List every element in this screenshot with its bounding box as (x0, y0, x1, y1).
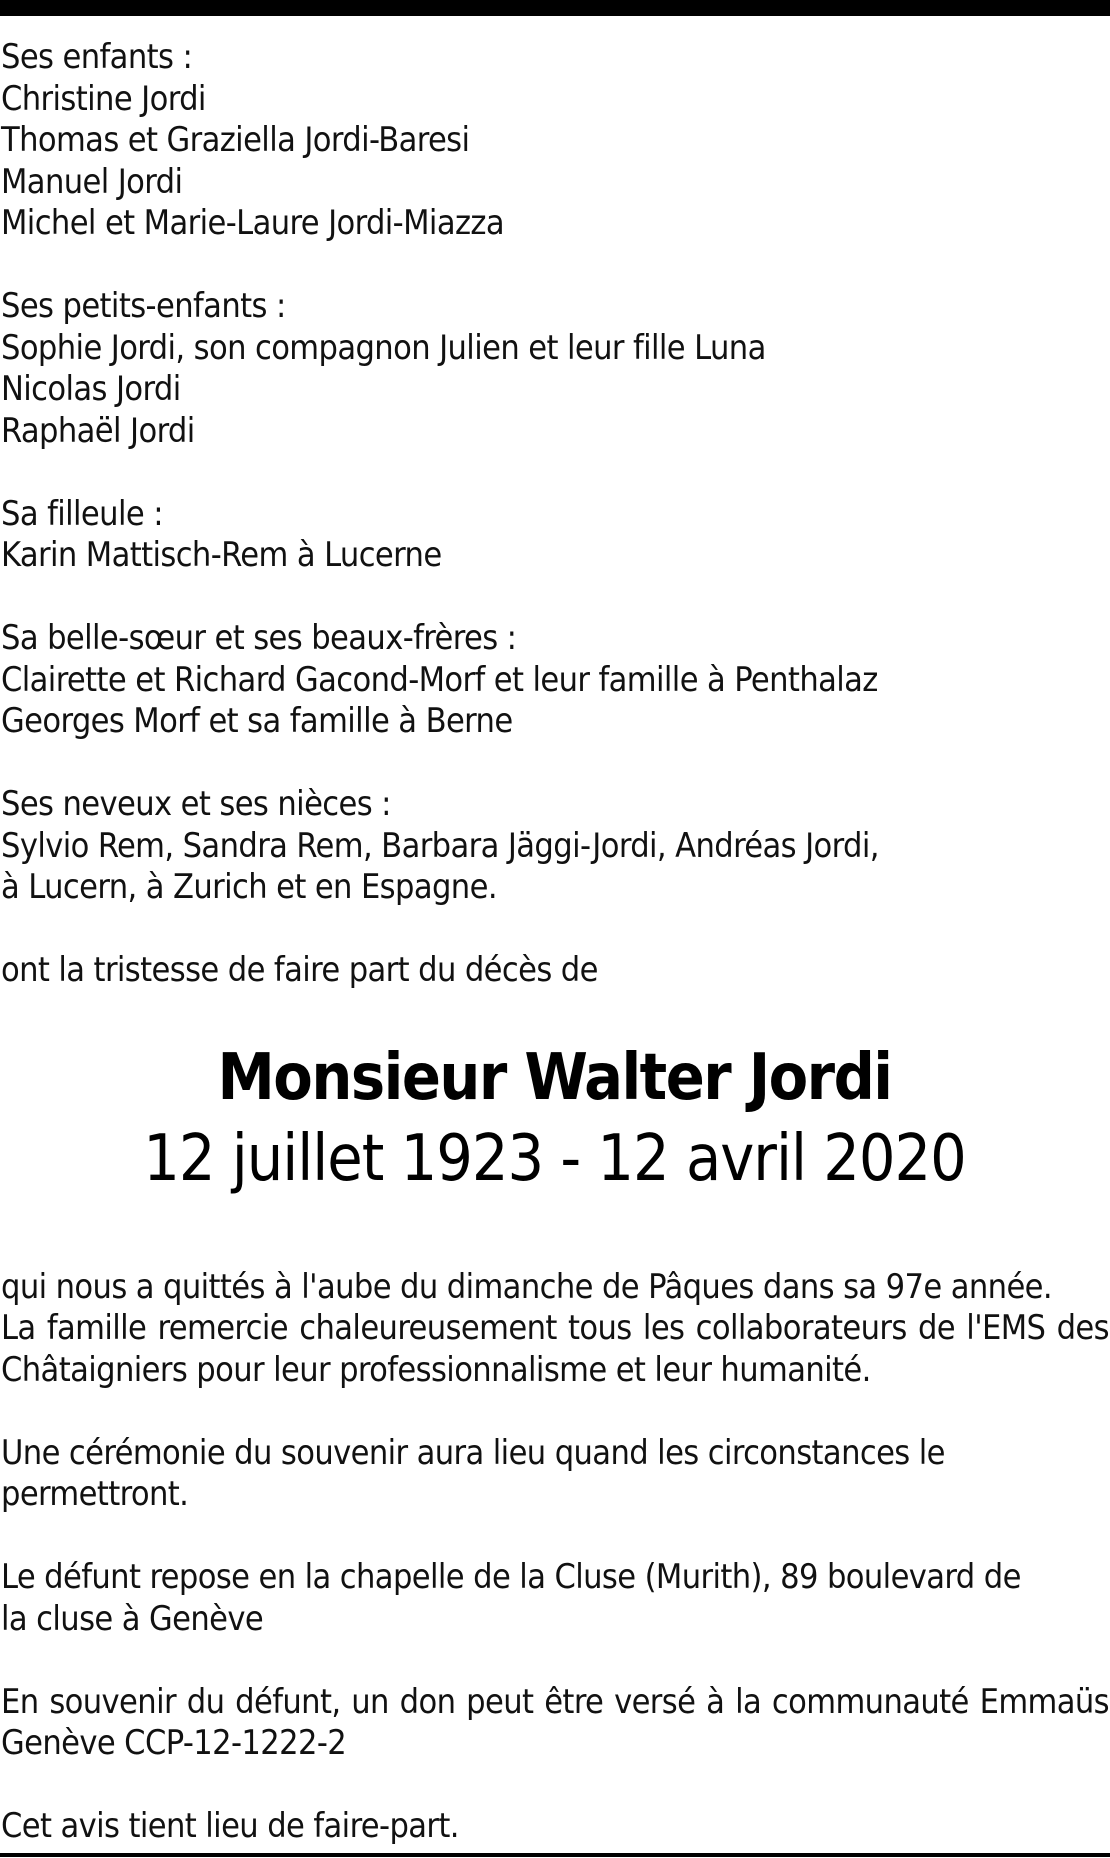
announcement (1, 950, 1109, 992)
deceased-name: Monsieur Walter Jordi (217, 1040, 892, 1115)
family-member: Sylvio Rem, Sandra Rem, Barbara Jäggi-Jordi, Andréas Jordi, (1, 825, 879, 866)
family-member: Christine Jordi (1, 78, 206, 119)
section-goddaughter (1, 494, 1109, 577)
family-member: Thomas et Graziella Jordi-Baresi (1, 120, 470, 160)
section-heading: Ses neveux et ses nièces : (1, 784, 391, 824)
announcement-text: ont la tristesse de faire part du décès de (1, 950, 598, 990)
section-heading: Ses petits-enfants : (1, 286, 286, 326)
paragraph-line: La famille remercie chaleureusement tous les collaborateurs de l'EMS des (1, 1308, 1109, 1348)
section-children (1, 37, 1109, 245)
family-member: Georges Morf et sa famille à Berne (1, 701, 513, 741)
paragraph-line: Une cérémonie du souvenir aura lieu quand les circonstances le (1, 1432, 945, 1473)
section-heading: Sa belle-sœur et ses beaux-frères : (1, 618, 517, 658)
paragraph-line: qui nous a quittés à l'aube du dimanche de Pâques dans sa 97e année. (1, 1266, 1053, 1307)
paragraph-line: la cluse à Genève (1, 1598, 264, 1639)
family-member: Sophie Jordi, son compagnon Julien et leur fille Luna (1, 327, 766, 368)
section-nephews-nieces (1, 784, 1109, 909)
paragraph-donation (1, 1682, 1109, 1765)
family-member: Manuel Jordi (1, 161, 183, 202)
paragraph-passing (1, 1267, 1109, 1392)
paragraph-line: Genève CCP-12-1222-2 (1, 1723, 347, 1763)
paragraph-rest-place (1, 1557, 1109, 1640)
family-member: Karin Mattisch-Rem à Lucerne (1, 535, 442, 575)
paragraph-line: En souvenir du défunt, un don peut être versé à la communauté Emmaüs (1, 1681, 1109, 1722)
section-grandchildren (1, 286, 1109, 452)
paragraph-closing (1, 1806, 1109, 1848)
section-heading: Ses enfants : (1, 37, 193, 77)
obituary-notice (1, 37, 1109, 1848)
paragraph-line: Le défunt repose en la chapelle de la Cluse (Murith), 89 boulevard de (1, 1557, 1021, 1597)
paragraph-line: permettront. (1, 1474, 189, 1514)
family-member: Michel et Marie-Laure Jordi-Miazza (1, 203, 505, 243)
family-member: Nicolas Jordi (1, 369, 181, 409)
deceased-dates: 12 juillet 1923 - 12 avril 2020 (143, 1121, 966, 1196)
closing-text: Cet avis tient lieu de faire-part. (1, 1806, 459, 1846)
family-member: à Lucern, à Zurich et en Espagne. (1, 867, 497, 907)
section-in-laws (1, 618, 1109, 743)
family-member: Clairette et Richard Gacond-Morf et leur famille à Penthalaz (1, 659, 878, 700)
family-member: Raphaël Jordi (1, 410, 195, 451)
section-heading: Sa filleule : (1, 493, 163, 534)
top-rule (0, 0, 1110, 16)
paragraph-ceremony (1, 1433, 1109, 1516)
paragraph-line: Châtaigniers pour leur professionnalisme et leur humanité. (1, 1349, 871, 1390)
bottom-rule (0, 1853, 1110, 1857)
